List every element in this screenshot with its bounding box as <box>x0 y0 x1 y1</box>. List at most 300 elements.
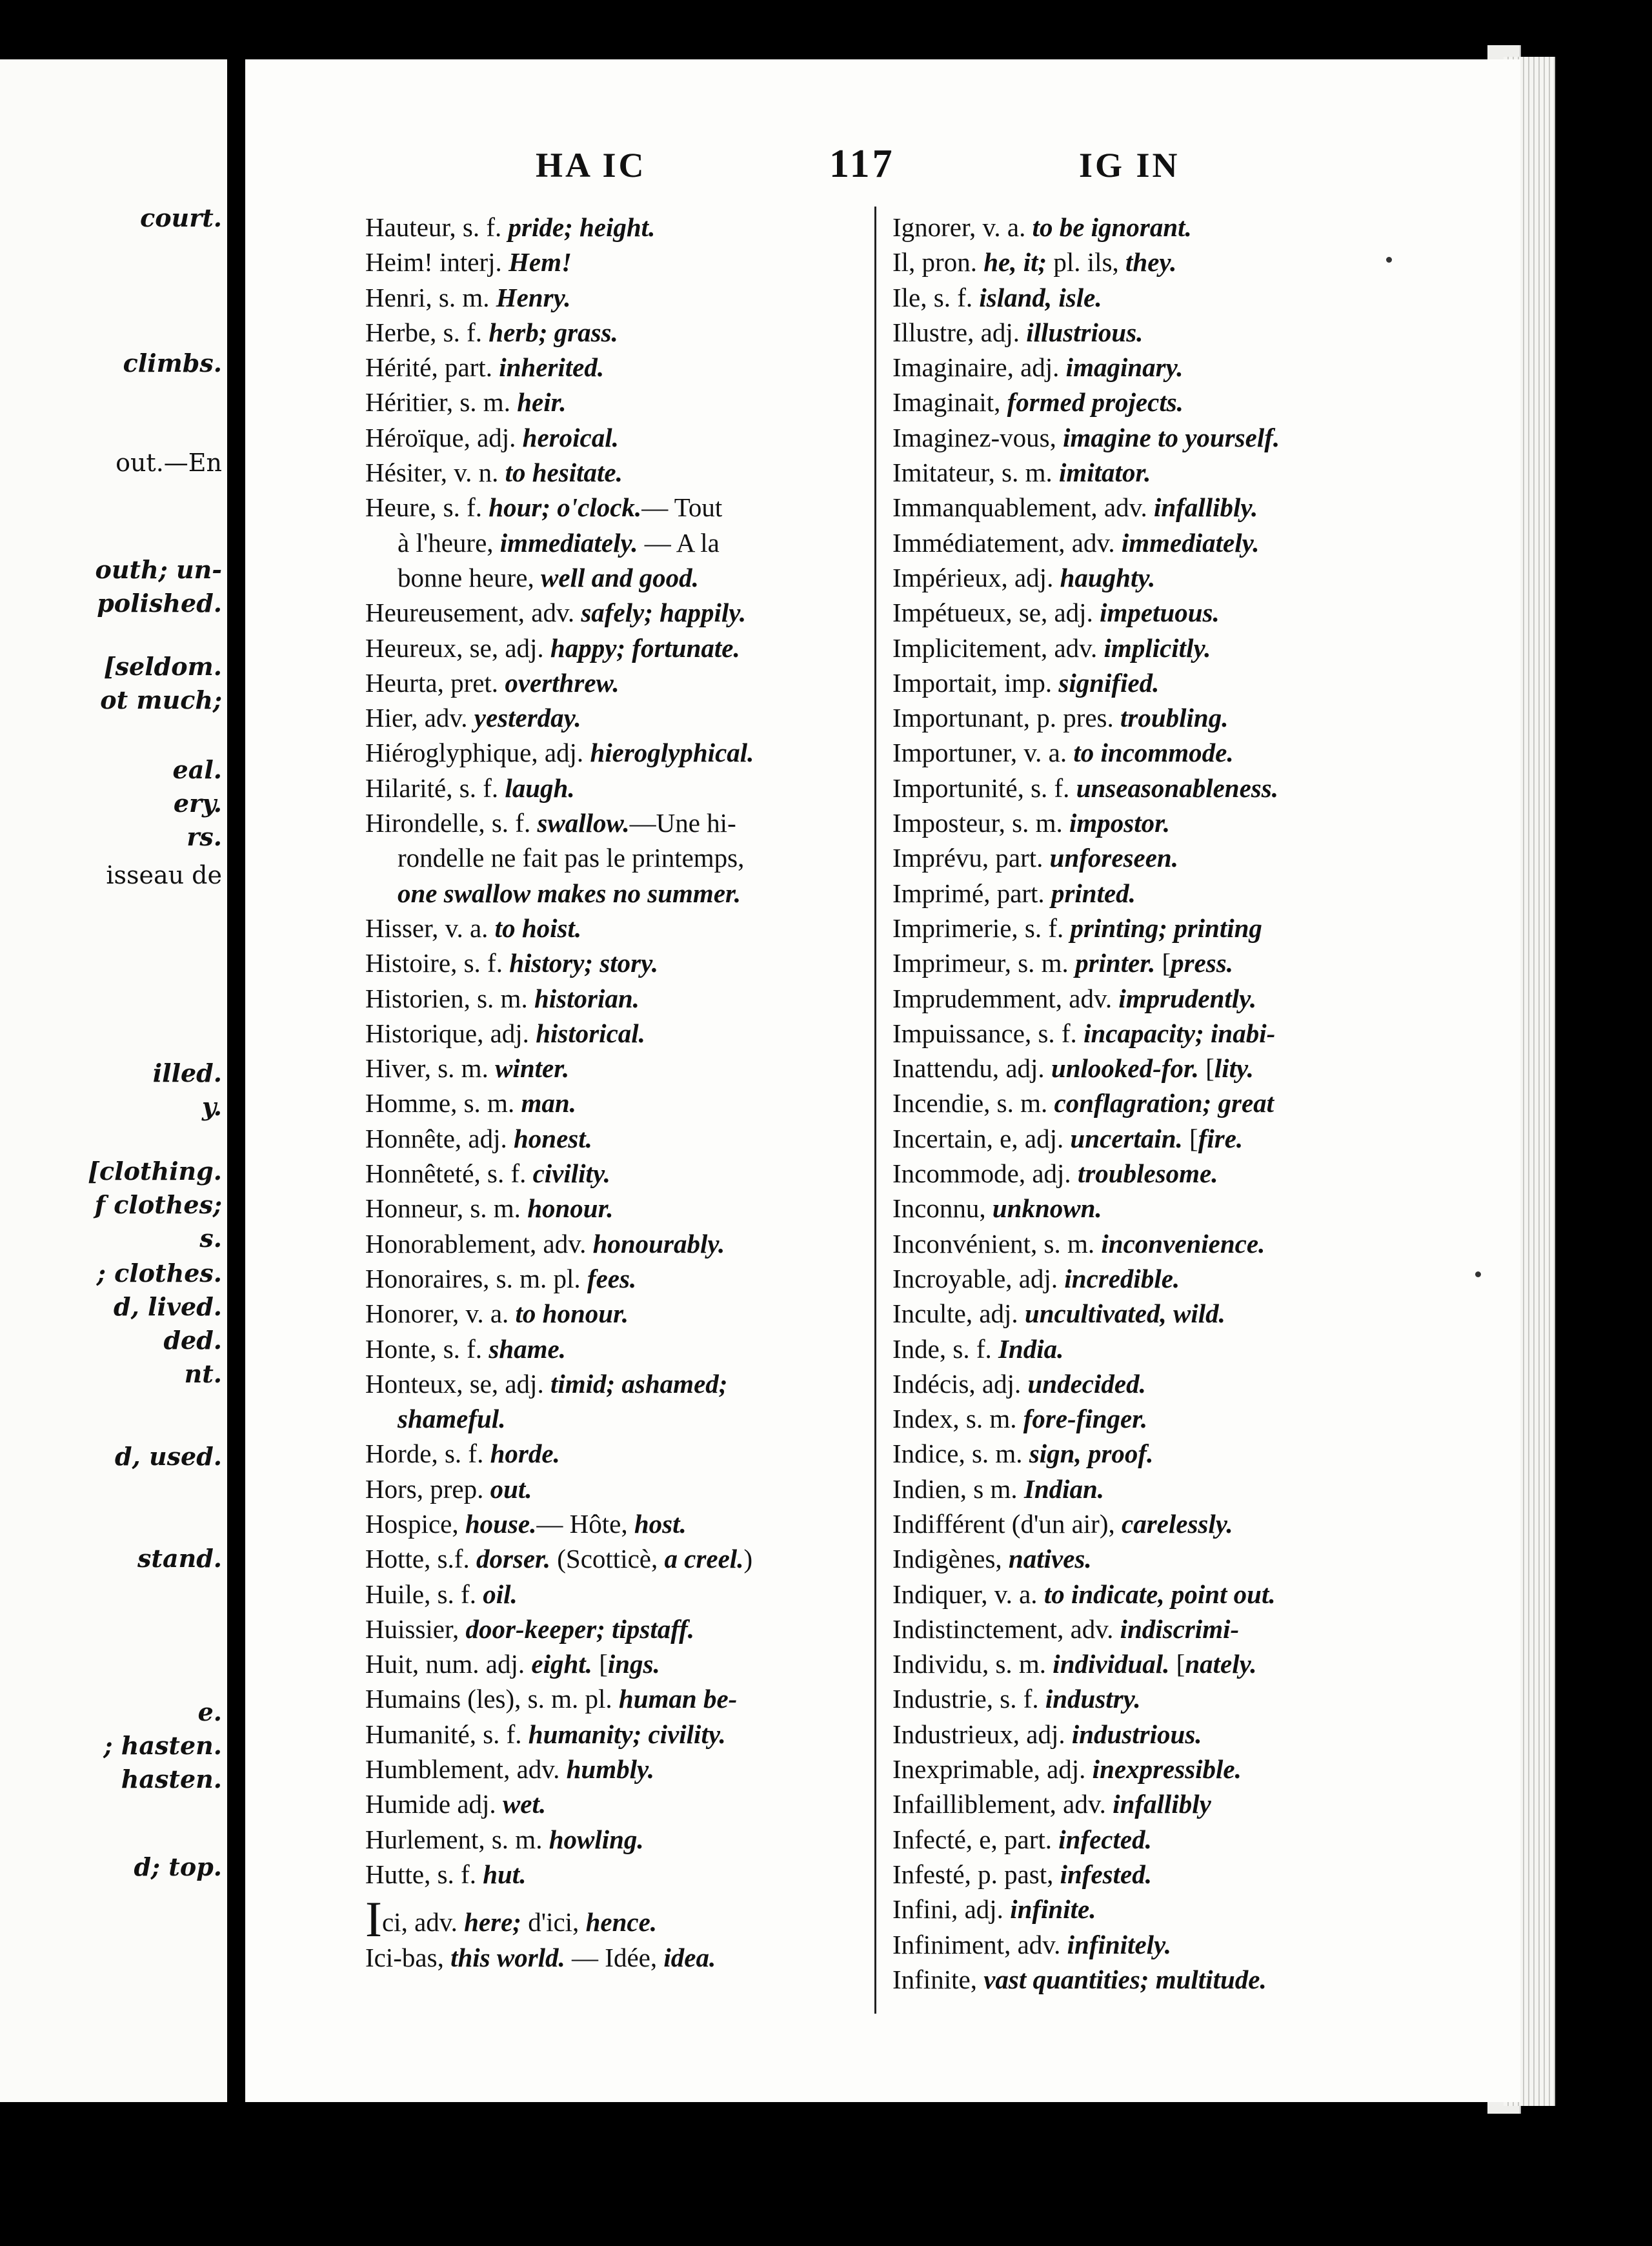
english-gloss: civility. <box>532 1158 610 1189</box>
grammar-label: , imp. <box>991 667 1059 698</box>
english-gloss: incapacity; inabi- <box>1083 1018 1276 1048</box>
entry-extra: (Scotticè, <box>550 1544 665 1574</box>
english-gloss: Henry. <box>496 282 571 312</box>
grammar-label: , adj. <box>1005 1263 1065 1293</box>
headword: Hésiter <box>365 458 441 488</box>
english-gloss: well and good. <box>541 562 699 592</box>
dictionary-entry <box>365 1506 901 1541</box>
dictionary-entry <box>892 350 1447 385</box>
grammar-label: , v. a. <box>452 1299 516 1329</box>
headword: Humide <box>365 1789 451 1819</box>
facing-page-text-fragment: out.—En <box>116 449 222 477</box>
entry-extra: —Une hi- <box>629 808 736 838</box>
headword: Historien <box>365 983 464 1013</box>
dictionary-entry <box>365 455 901 490</box>
english-gloss: infinitely. <box>1067 1929 1171 1959</box>
facing-page-text-fragment: polished. <box>97 589 222 618</box>
english-gloss: Hem! <box>509 247 572 278</box>
dictionary-entry <box>365 805 901 840</box>
headword: Imitateur <box>892 458 989 488</box>
grammar-label: , adj. <box>1007 352 1066 383</box>
dictionary-entry <box>892 805 1447 840</box>
english-gloss: dorser. <box>476 1544 551 1574</box>
headword: Henri <box>365 282 426 312</box>
facing-page-text-fragment: ; hasten. <box>103 1731 222 1760</box>
english-gloss: inconvenience. <box>1101 1228 1265 1259</box>
dictionary-entry <box>365 595 901 630</box>
facing-page-text-fragment: ot much; <box>100 685 222 714</box>
facing-page-text-fragment: climbs. <box>123 349 222 378</box>
headword: Homme <box>365 1088 451 1118</box>
grammar-label: , adv. <box>1055 983 1119 1013</box>
grammar-label: , prep. <box>416 1473 490 1504</box>
english-gloss: imitator. <box>1058 458 1151 488</box>
grammar-label: , s. m. <box>983 1088 1054 1118</box>
dictionary-entry <box>892 315 1447 350</box>
headword: Heim! <box>365 247 433 278</box>
grammar-label: , s. f. <box>450 948 510 978</box>
dictionary-entry <box>365 1940 901 1975</box>
grammar-label: , s. f. <box>1024 1018 1084 1048</box>
dictionary-entry <box>892 1577 1447 1612</box>
dictionary-entry <box>365 700 901 735</box>
headword: Infailliblement <box>892 1789 1050 1819</box>
facing-page-text-fragment: f clothes; <box>94 1190 222 1219</box>
english-gloss: inexpressible. <box>1092 1754 1242 1785</box>
dictionary-entry <box>892 1822 1447 1857</box>
section-gap <box>365 1892 901 1905</box>
headword: Huile <box>365 1579 425 1609</box>
grammar-label: , s. m. <box>450 1088 521 1118</box>
grammar-label: , adv. <box>1049 1789 1113 1819</box>
dictionary-entry <box>892 385 1447 420</box>
facing-page-text-fragment: y. <box>202 1092 222 1121</box>
dictionary-entry <box>892 490 1447 525</box>
english-gloss: laugh. <box>505 773 575 803</box>
continuation-text: rondelle ne fait pas le printemps, <box>398 843 745 873</box>
dictionary-entry <box>892 1786 1447 1821</box>
english-gloss: infested. <box>1060 1859 1152 1889</box>
entry-extra: [ <box>1198 1053 1214 1084</box>
entry-extra: ) <box>743 1544 753 1574</box>
english-gloss: formed projects. <box>1007 387 1184 418</box>
headword: Inattendu <box>892 1053 992 1084</box>
headword: Herbe <box>365 317 430 347</box>
headword: Indigènes <box>892 1544 996 1574</box>
headword: Infecté, e <box>892 1824 991 1854</box>
facing-page-text-fragment: eal. <box>172 755 222 784</box>
headword: Incroyable <box>892 1263 1006 1293</box>
headword: Importunant <box>892 703 1023 733</box>
english-gloss: unknown. <box>992 1193 1102 1224</box>
english-gloss: fees. <box>587 1263 637 1293</box>
entry-continuation <box>365 1401 901 1436</box>
dictionary-entry <box>365 420 901 455</box>
dictionary-entry <box>365 350 901 385</box>
dictionary-entry <box>892 1506 1447 1541</box>
headword: Indistinctement <box>892 1614 1058 1644</box>
english-gloss: unseasonableness. <box>1076 773 1278 803</box>
headword: Impétueux, se <box>892 598 1041 628</box>
dictionary-entry <box>892 1927 1447 1962</box>
dictionary-entry <box>365 1086 901 1120</box>
headword: Inculte <box>892 1299 966 1329</box>
english-gloss: nately. <box>1185 1649 1257 1679</box>
english-gloss: unlooked-for. <box>1051 1053 1199 1084</box>
english-gloss: India. <box>998 1333 1064 1364</box>
headword: Impérieux <box>892 562 1002 592</box>
headword: Honorer <box>365 1299 452 1329</box>
dictionary-entry <box>892 735 1447 770</box>
headword: Humanité <box>365 1719 470 1749</box>
grammar-label: , adj. <box>965 1299 1025 1329</box>
dictionary-entry <box>892 1401 1447 1436</box>
grammar-label: , pron. <box>909 247 984 278</box>
dictionary-entry <box>892 1086 1447 1120</box>
grammar-label: , adj. <box>477 1018 536 1048</box>
english-gloss: howling. <box>549 1824 644 1854</box>
english-gloss: this world. <box>450 1942 565 1972</box>
headword: Hauteur <box>365 212 450 242</box>
grammar-label: , s. f. <box>1011 913 1071 943</box>
english-gloss: troublesome. <box>1077 1158 1218 1189</box>
english-gloss: impostor. <box>1069 808 1171 838</box>
dictionary-entry <box>365 280 901 315</box>
grammar-label: , adj. <box>1011 1123 1071 1153</box>
grammar-label: , s. f. <box>1017 773 1076 803</box>
dictionary-entry <box>365 1646 901 1681</box>
dictionary-entry <box>365 1472 901 1506</box>
english-gloss: unforeseen. <box>1049 843 1178 873</box>
english-gloss: printed. <box>1051 878 1136 908</box>
english-gloss: honest. <box>514 1123 592 1153</box>
headword: Heure <box>365 492 430 523</box>
headword: Individu <box>892 1649 982 1679</box>
dictionary-entry <box>892 1646 1447 1681</box>
dictionary-entry <box>365 771 901 805</box>
grammar-label: , s. f. <box>424 1579 483 1609</box>
dictionary-entry <box>892 1612 1447 1646</box>
grammar-label: , v. a. <box>1010 738 1074 768</box>
dictionary-entry <box>365 1296 901 1331</box>
grammar-label: , s. f. <box>424 1859 483 1889</box>
grammar-label: , <box>1108 1508 1122 1539</box>
english-gloss: illustrious. <box>1026 317 1143 347</box>
english-gloss: carelessly. <box>1122 1508 1233 1539</box>
dictionary-entry <box>892 420 1447 455</box>
grammar-label: , s. m. <box>958 1439 1029 1469</box>
english-gloss: implicitly. <box>1103 632 1211 663</box>
dictionary-entry <box>892 210 1447 245</box>
grammar-label: , p. past, <box>964 1859 1060 1889</box>
headword: Héroïque <box>365 422 464 452</box>
english-gloss: island, isle. <box>979 282 1102 312</box>
entry-extra: — Idée, <box>565 1942 664 1972</box>
english-gloss: to hesitate. <box>505 458 623 488</box>
dictionary-entry <box>365 665 901 700</box>
dictionary-entry <box>892 1752 1447 1786</box>
dictionary-entry <box>365 1857 901 1892</box>
english-gloss: ings. <box>607 1649 660 1679</box>
english-gloss: to hoist. <box>494 913 582 943</box>
dictionary-entry <box>365 1051 901 1086</box>
grammar-label: , s. m. pl. <box>514 1684 619 1714</box>
headword: Imaginaire <box>892 352 1007 383</box>
english-gloss: imaginary. <box>1065 352 1184 383</box>
english-gloss: heir. <box>517 387 567 418</box>
english-gloss: Indian. <box>1023 1473 1105 1504</box>
english-gloss: impetuous. <box>1100 598 1220 628</box>
english-gloss: signified. <box>1058 667 1160 698</box>
headword: Héritier <box>365 387 447 418</box>
headword: Histoire <box>365 948 451 978</box>
english-gloss: troubling. <box>1120 703 1229 733</box>
headword: Heurta <box>365 667 438 698</box>
dictionary-entry <box>365 1436 901 1471</box>
facing-page-text-fragment: stand. <box>137 1544 222 1573</box>
grammar-label: , <box>994 387 1007 418</box>
english-gloss: hut. <box>483 1859 527 1889</box>
entry-extra: — Tout <box>641 492 723 523</box>
grammar-label: , s. m. pl. <box>483 1263 587 1293</box>
grammar-label: , adv. <box>1004 1929 1067 1959</box>
grammar-label: , s. m. <box>982 1649 1053 1679</box>
english-gloss: natives. <box>1008 1544 1092 1574</box>
english-gloss: host. <box>634 1508 687 1539</box>
headword: Historique <box>365 1018 478 1048</box>
english-gloss: fire. <box>1198 1123 1244 1153</box>
dictionary-entry <box>892 525 1447 560</box>
dictionary-entry <box>892 280 1447 315</box>
grammar-label: , s. m. <box>478 1824 549 1854</box>
entry-extra: pl. ils, <box>1047 247 1126 278</box>
dictionary-entry <box>365 1261 901 1296</box>
dictionary-entry <box>892 1366 1447 1401</box>
dictionary-entry <box>365 1612 901 1646</box>
headword: Importunité <box>892 773 1018 803</box>
grammar-label: , <box>970 1964 984 1994</box>
english-gloss: wet. <box>502 1789 547 1819</box>
headword: Hisser <box>365 913 432 943</box>
headword: Indifférent (d'un air) <box>892 1508 1109 1539</box>
grammar-label: , s.f. <box>424 1544 476 1574</box>
headword: Importuner <box>892 738 1011 768</box>
dictionary-entry <box>892 700 1447 735</box>
grammar-label: , adj. <box>1012 1719 1072 1749</box>
dictionary-entry <box>892 1857 1447 1892</box>
english-gloss: imprudently. <box>1118 983 1257 1013</box>
entry-continuation <box>365 525 901 560</box>
facing-page-text-fragment: rs. <box>186 822 222 851</box>
section-initial: I <box>365 1891 382 1948</box>
english-gloss: immediately. <box>1121 527 1260 558</box>
headword: Hiver <box>365 1053 425 1084</box>
dictionary-entry <box>892 1892 1447 1927</box>
dictionary-entry <box>892 1681 1447 1716</box>
english-gloss: lity. <box>1214 1053 1254 1084</box>
facing-page-text-fragment: nt. <box>184 1359 222 1388</box>
dictionary-entry <box>365 385 901 420</box>
grammar-label: , s. f. <box>449 212 509 242</box>
english-gloss: hieroglyphical. <box>590 738 754 768</box>
facing-page-text-fragment: d, used. <box>114 1442 222 1471</box>
headword: Il <box>892 247 909 278</box>
dictionary-entry <box>892 595 1447 630</box>
grammar-label: , s. m. <box>952 1404 1023 1434</box>
dictionary-entry <box>892 840 1447 875</box>
guide-word-right: IG IN <box>1079 146 1180 185</box>
english-gloss: yesterday. <box>474 703 581 733</box>
grammar-label: , s. f. <box>446 773 505 803</box>
grammar-label: , adj. <box>1018 1158 1078 1189</box>
dictionary-entry <box>892 876 1447 911</box>
grammar-label: , s. m. <box>1031 1228 1102 1259</box>
grammar-label: , s. m. <box>456 1193 528 1224</box>
headword: Imprimé <box>892 878 984 908</box>
english-gloss: infected. <box>1058 1824 1152 1854</box>
english-gloss: horde. <box>490 1439 560 1469</box>
grammar-label: , adj. <box>1040 598 1100 628</box>
english-gloss: fore-finger. <box>1023 1404 1148 1434</box>
headword: Honneur <box>365 1193 457 1224</box>
headword: Indien <box>892 1473 960 1504</box>
grammar-label: , s. m. <box>1004 948 1076 978</box>
headword: Ile <box>892 282 921 312</box>
grammar-label: , v. a. <box>981 1579 1044 1609</box>
english-gloss: to be ignorant. <box>1032 212 1192 242</box>
headword: Ignorer <box>892 212 970 242</box>
grammar-label: , s. f. <box>431 1439 490 1469</box>
english-gloss: conflagration; great <box>1054 1088 1274 1118</box>
headword: Immédiatement <box>892 527 1059 558</box>
dictionary-entry <box>892 771 1447 805</box>
grammar-label: , s. f. <box>986 1684 1045 1714</box>
english-gloss: honour. <box>527 1193 614 1224</box>
dictionary-entry <box>365 981 901 1016</box>
grammar-label: , s. m. <box>998 808 1069 838</box>
entry-extra: [ <box>1182 1123 1198 1153</box>
english-gloss: sign, proof. <box>1029 1439 1154 1469</box>
dictionary-entry <box>365 1016 901 1051</box>
english-gloss: happy; fortunate. <box>550 632 740 663</box>
dictionary-entry <box>892 560 1447 595</box>
english-gloss: out. <box>490 1473 532 1504</box>
headword: Importait <box>892 667 991 698</box>
entry-extra: [ <box>592 1649 608 1679</box>
grammar-label: , adv. <box>401 1907 465 1937</box>
grammar-label: , adv. <box>503 1754 567 1785</box>
grammar-label: , adj. <box>969 1368 1028 1399</box>
dictionary-entry <box>892 1541 1447 1576</box>
dictionary-entry <box>892 1962 1447 1997</box>
grammar-label: , part. <box>983 878 1051 908</box>
dictionary-entry <box>892 1191 1447 1226</box>
facing-page-text-fragment: [clothing. <box>88 1157 222 1186</box>
english-gloss: press. <box>1171 948 1233 978</box>
facing-page-text-fragment: [seldom. <box>103 652 222 681</box>
headword: Imprévu <box>892 843 982 873</box>
dictionary-entry <box>365 1891 901 1948</box>
grammar-label: , <box>452 1508 465 1539</box>
grammar-label: , adj. <box>967 317 1027 347</box>
headword: Incertain, e <box>892 1123 1012 1153</box>
dictionary-entry <box>892 1016 1447 1051</box>
dictionary-entry <box>365 1822 901 1857</box>
dictionary-entry <box>365 245 901 279</box>
facing-page-text-fragment: hasten. <box>121 1765 222 1794</box>
dictionary-entry <box>365 1226 901 1261</box>
grammar-label: , s. m. <box>463 983 534 1013</box>
grammar-label: , adj. <box>531 738 590 768</box>
grammar-label: , s. m. <box>424 1053 496 1084</box>
grammar-label: , s. f. <box>474 1158 533 1189</box>
facing-page-text-fragment: ded. <box>163 1326 222 1355</box>
dictionary-entry <box>365 1577 901 1612</box>
grammar-label: , adj. <box>491 632 550 663</box>
grammar-label: , <box>452 1614 466 1644</box>
grammar-label: , s. m. <box>446 387 518 418</box>
english-gloss: to indicate, point out. <box>1043 1579 1276 1609</box>
dictionary-entry <box>365 1541 901 1576</box>
grammar-label: , s. f. <box>469 1719 529 1749</box>
dictionary-entry <box>365 1681 901 1716</box>
english-gloss: uncultivated, wild. <box>1024 1299 1225 1329</box>
dictionary-entry <box>365 210 901 245</box>
dictionary-entry <box>892 1717 1447 1752</box>
headword: Hérité <box>365 352 432 383</box>
grammar-label: , s. m. <box>988 458 1059 488</box>
english-gloss: uncertain. <box>1070 1123 1183 1153</box>
english-gloss: heroical. <box>522 422 619 452</box>
english-gloss: he, it; <box>983 247 1047 278</box>
dictionary-entry <box>892 665 1447 700</box>
dictionary-entry <box>365 911 901 946</box>
headword: Huissier <box>365 1614 453 1644</box>
headword: Honorablement <box>365 1228 530 1259</box>
headword: Imprimeur <box>892 948 1005 978</box>
dictionary-entry <box>365 490 901 525</box>
dictionary-entry <box>365 1752 901 1786</box>
dictionary-entry <box>365 631 901 665</box>
english-gloss: safely; happily. <box>581 598 747 628</box>
grammar-label: , s. f. <box>430 317 489 347</box>
grammar-label: , <box>995 1544 1009 1574</box>
english-gloss: door-keeper; tipstaff. <box>465 1614 695 1644</box>
grammar-label: , p. pres. <box>1023 703 1120 733</box>
grammar-label: , part. <box>431 352 499 383</box>
english-gloss: they. <box>1125 247 1177 278</box>
headword: Honnêteté <box>365 1158 474 1189</box>
facing-page-text-fragment: court. <box>140 203 222 232</box>
entry-column-right <box>892 210 1447 1997</box>
headword: Infiniment <box>892 1929 1005 1959</box>
grammar-label: , adv. <box>411 703 474 733</box>
dictionary-entry <box>892 1051 1447 1086</box>
dictionary-entry <box>892 911 1447 946</box>
dictionary-entry <box>892 631 1447 665</box>
grammar-label: , adj. <box>992 1053 1051 1084</box>
facing-page-text-fragment: illed. <box>152 1058 222 1088</box>
headword: Hutte <box>365 1859 425 1889</box>
english-gloss: shame. <box>489 1333 566 1364</box>
grammar-label: , part. <box>982 843 1050 873</box>
headword: Hors <box>365 1473 417 1504</box>
grammar-label: interj. <box>432 247 509 278</box>
english-gloss: infallibly. <box>1153 492 1258 523</box>
grammar-label: , adv. <box>1040 632 1104 663</box>
dictionary-entry <box>892 1472 1447 1506</box>
english-gloss: eight. <box>531 1649 592 1679</box>
